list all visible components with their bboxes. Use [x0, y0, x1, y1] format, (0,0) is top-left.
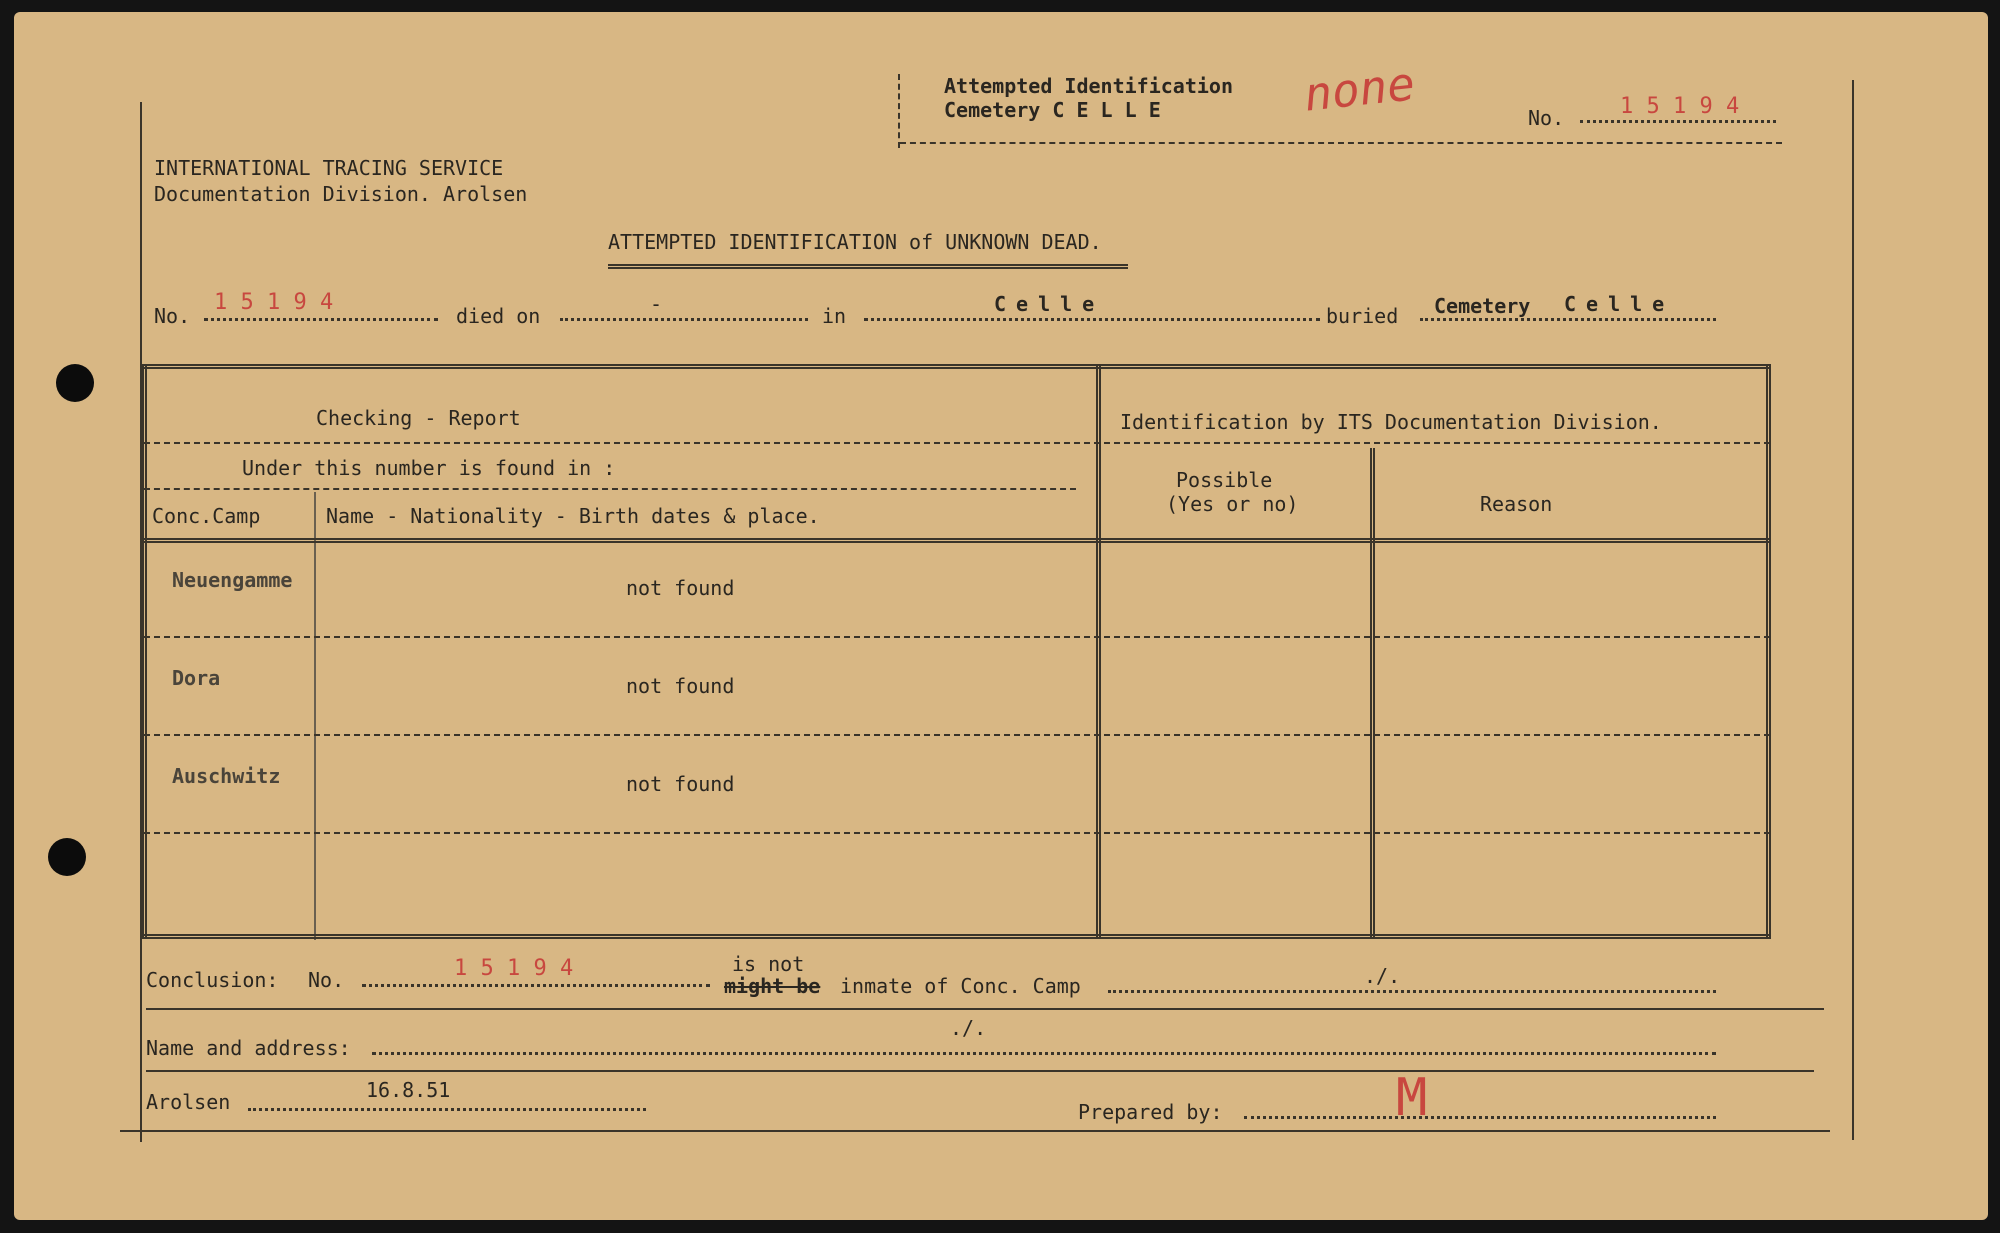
table-divider-possible: [1370, 448, 1375, 939]
row-2-result: not found: [626, 674, 735, 698]
conclusion-camp-dots: [1108, 990, 1716, 993]
header-no-value: 1 5 1 9 4: [1620, 94, 1740, 119]
table-row-line-1: [144, 636, 1770, 638]
record-buried-label: buried: [1326, 304, 1399, 328]
table-header-line-2: [144, 488, 1076, 490]
footer-place: Arolsen: [146, 1090, 231, 1114]
conclusion-rule: [146, 1008, 1824, 1010]
record-no-value: 1 5 1 9 4: [214, 290, 334, 315]
table-right-border: [1766, 364, 1771, 939]
col-name-header: Name - Nationality - Birth dates & place.: [326, 504, 820, 528]
table-header-bottom: [144, 538, 1770, 543]
conclusion-might-be: might be: [724, 974, 821, 998]
conclusion-no-dots: [362, 984, 710, 987]
conclusion-no-value: 1 5 1 9 4: [454, 956, 574, 981]
record-in-value: Celle: [994, 292, 1105, 316]
row-3-result: not found: [626, 772, 735, 796]
table-divider-camp: [314, 492, 316, 940]
document-card: [14, 12, 1988, 1220]
table-divider-main: [1096, 364, 1101, 939]
header-box-bottom-edge: [900, 142, 1782, 144]
table-row-line-3: [144, 832, 1770, 834]
row-3-camp: Auschwitz: [172, 764, 281, 788]
prepared-by-label: Prepared by:: [1078, 1100, 1223, 1124]
handwritten-none: none: [1301, 56, 1418, 122]
punch-hole-bottom: [48, 838, 86, 876]
header-no-dots: [1580, 120, 1776, 123]
record-buried-value-b: Celle: [1564, 292, 1675, 316]
col-possible-header-2: (Yes or no): [1166, 492, 1299, 516]
record-died-label: died on: [456, 304, 541, 328]
title-underline: [608, 264, 1128, 269]
footer-date-dots: [248, 1108, 646, 1111]
frame-bottom-line: [120, 1130, 1830, 1132]
conclusion-label: Conclusion:: [146, 968, 279, 992]
col-possible-header-1: Possible: [1176, 468, 1273, 492]
header-box-line2: Cemetery C E L L E: [944, 98, 1161, 122]
name-address-dots: [372, 1052, 1716, 1055]
conclusion-inmate: inmate of Conc. Camp: [840, 974, 1081, 998]
table-bottom-border: [144, 934, 1770, 939]
col-camp-header: Conc.Camp: [152, 504, 261, 528]
record-buried-value-a: Cemetery: [1434, 294, 1531, 318]
table-left-border: [142, 364, 147, 939]
conclusion-camp-value: ./.: [1364, 964, 1401, 988]
footer-date: 16.8.51: [366, 1078, 451, 1102]
name-address-label: Name and address:: [146, 1036, 351, 1060]
table-top-border: [142, 364, 1770, 369]
row-1-camp: Neuengamme: [172, 568, 293, 592]
under-number-heading: Under this number is found in :: [242, 456, 616, 480]
record-in-dots: [864, 318, 1320, 321]
checking-report-heading: Checking - Report: [316, 406, 521, 430]
record-buried-dots: [1420, 318, 1716, 321]
table-row-line-2: [144, 734, 1770, 736]
frame-right-line: [1852, 80, 1854, 1140]
org-line2: Documentation Division. Arolsen: [154, 182, 528, 206]
row-1-result: not found: [626, 576, 735, 600]
header-box-left-edge: [898, 74, 900, 148]
prepared-by-initial: M: [1396, 1068, 1428, 1128]
prepared-by-dots: [1244, 1116, 1716, 1119]
record-died-dots: [560, 318, 808, 321]
name-address-value: ./.: [950, 1016, 987, 1040]
document-title: ATTEMPTED IDENTIFICATION of UNKNOWN DEAD.: [608, 230, 1102, 254]
record-no-dots: [204, 318, 438, 321]
row-2-camp: Dora: [172, 666, 221, 690]
col-reason-header: Reason: [1480, 492, 1553, 516]
conclusion-is-not: is not: [732, 952, 805, 976]
table-header-line-1: [144, 442, 1770, 444]
record-died-value: -: [650, 292, 663, 316]
name-address-rule: [146, 1070, 1814, 1072]
conclusion-no-label: No.: [308, 968, 345, 992]
org-line1: INTERNATIONAL TRACING SERVICE: [154, 156, 504, 180]
punch-hole-top: [56, 364, 94, 402]
record-in-label: in: [822, 304, 847, 328]
header-no-label: No.: [1528, 106, 1565, 130]
identification-heading: Identification by ITS Documentation Division.: [1120, 410, 1662, 434]
record-no-label: No.: [154, 304, 191, 328]
header-box-line1: Attempted Identification: [944, 74, 1233, 98]
